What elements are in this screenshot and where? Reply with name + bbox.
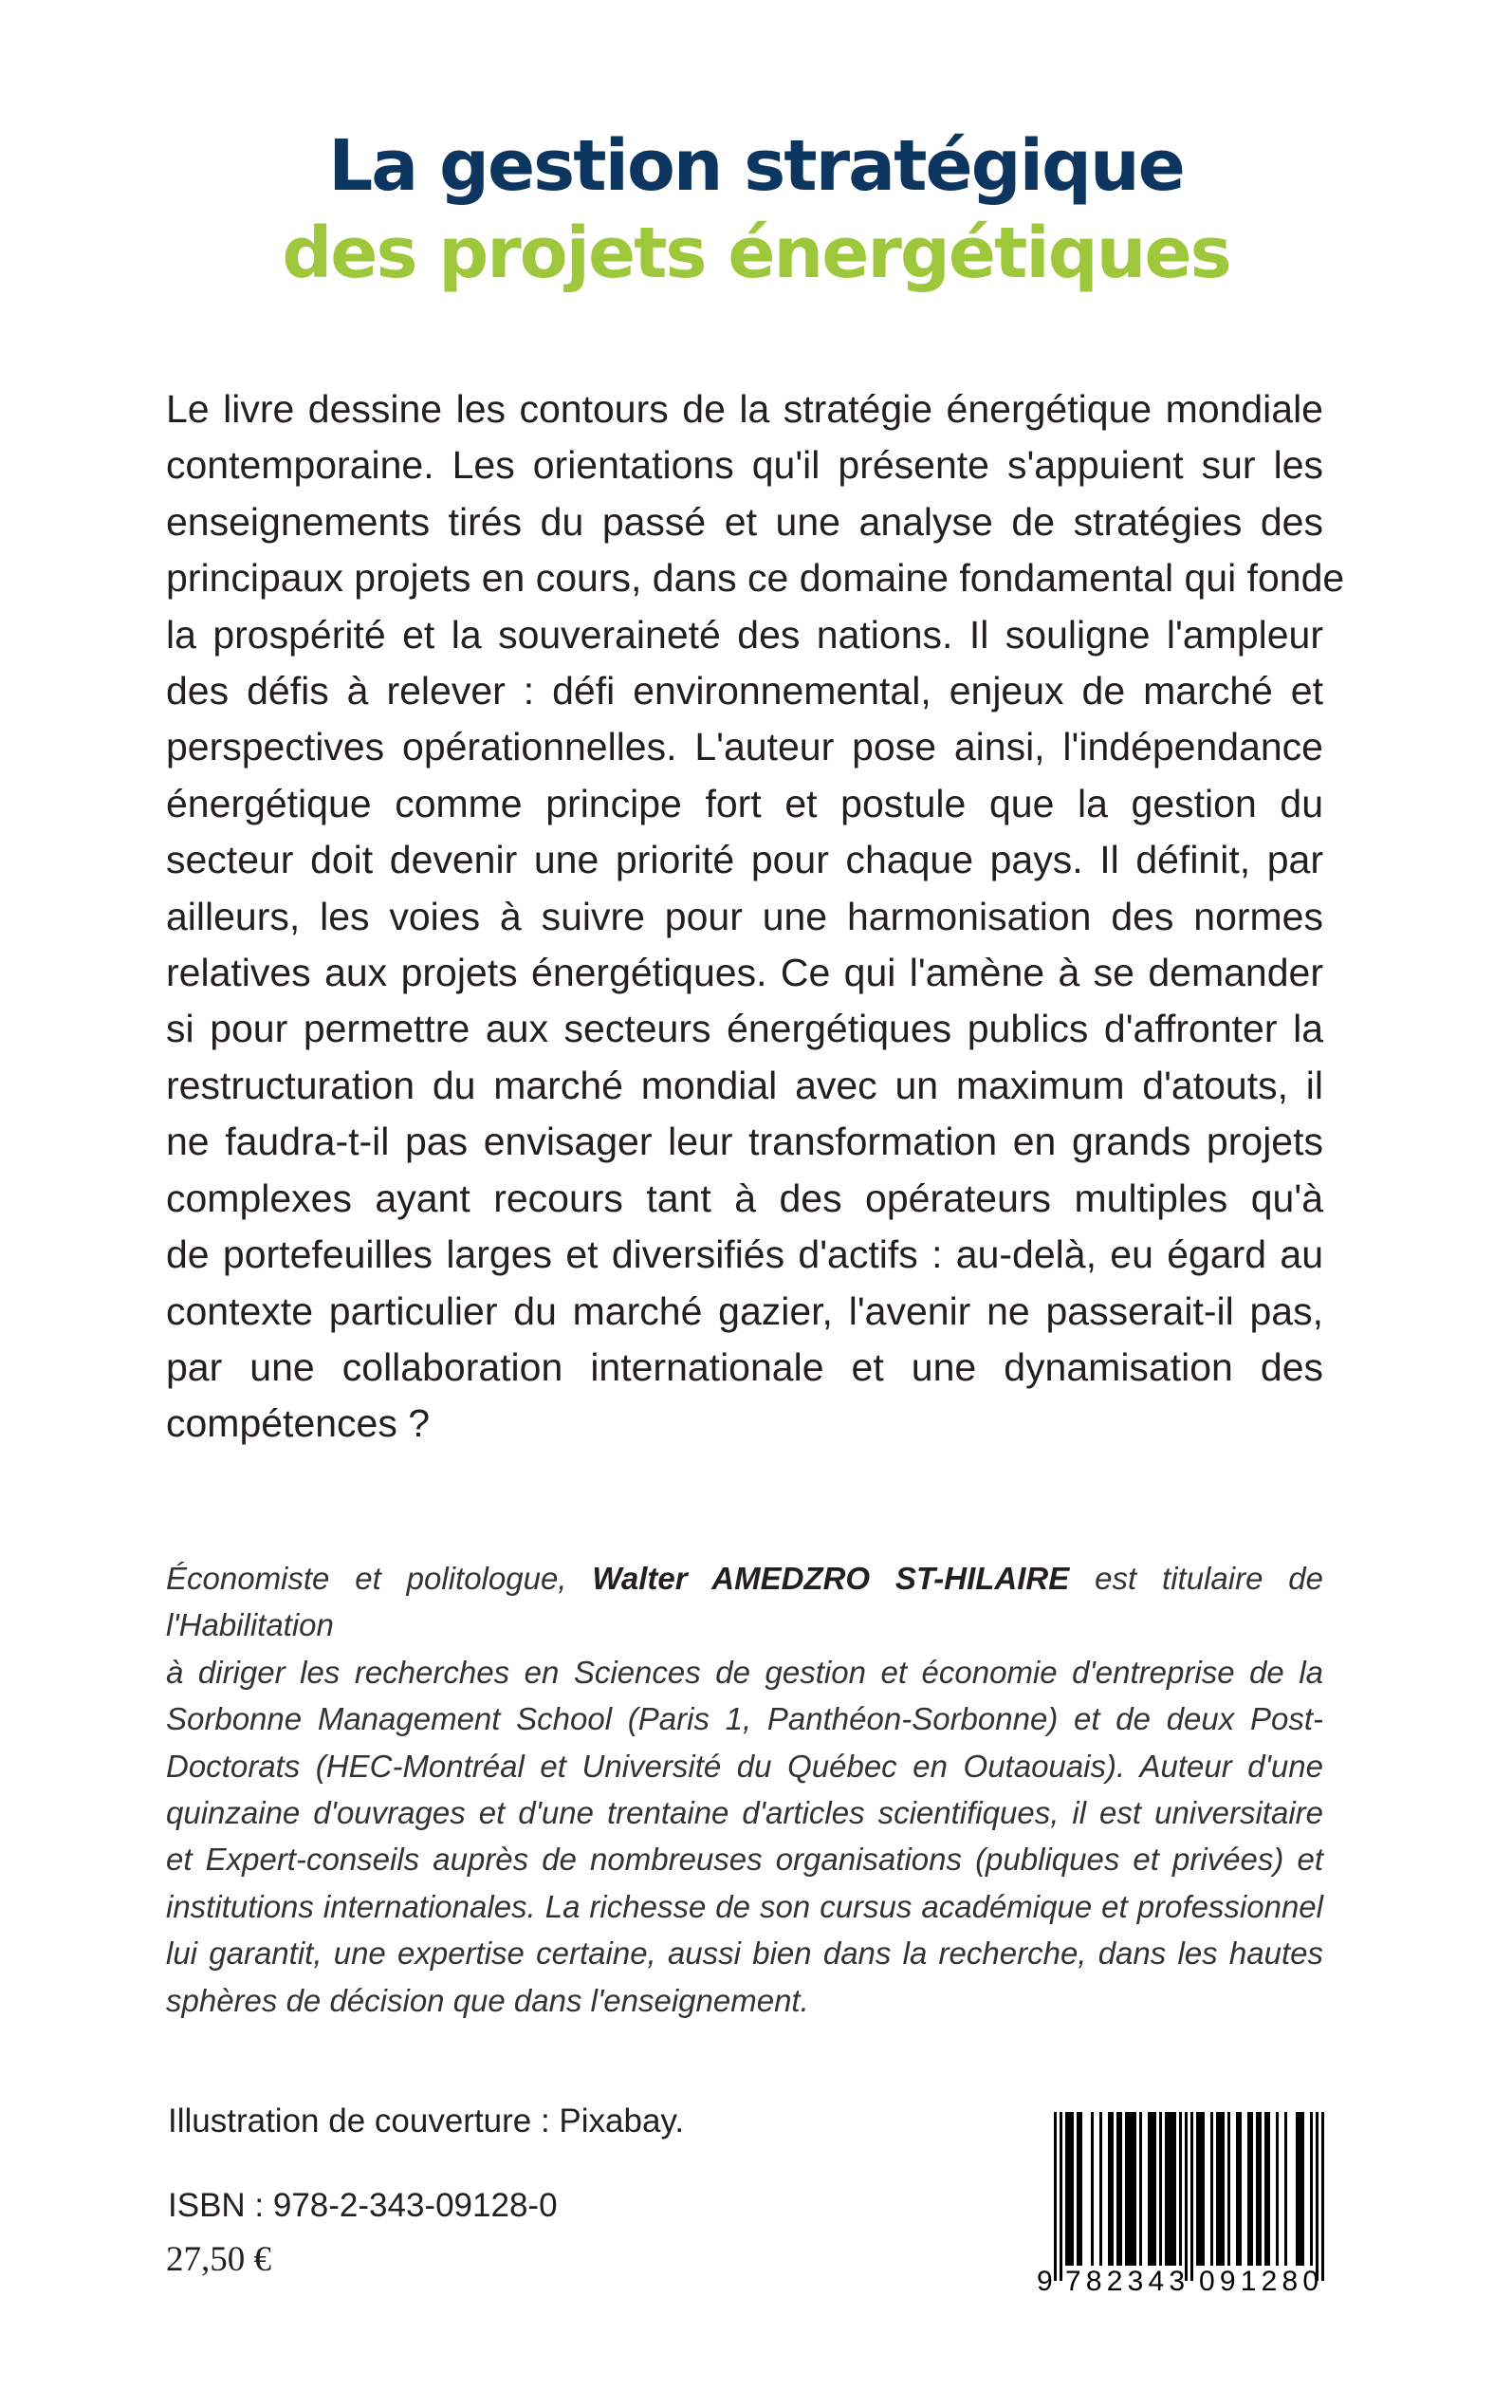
barcode-bar bbox=[1321, 2112, 1324, 2281]
barcode-bar bbox=[1068, 2112, 1071, 2266]
bio-line: institutions internationales. La richesse de son cursus académique et professionnel bbox=[166, 1888, 1323, 1924]
barcode-bar bbox=[1168, 2112, 1171, 2266]
barcode-bar bbox=[1060, 2112, 1062, 2281]
description-line: par une collaboration internationale et une dynamisation des bbox=[166, 1344, 1323, 1389]
bio-text: est titulaire de l'Habilitation bbox=[166, 1561, 1323, 1643]
description-line: contexte particulier du marché gazier, l'avenir ne passerait-il pas, bbox=[166, 1288, 1323, 1333]
isbn-barcode bbox=[1033, 2108, 1327, 2294]
description-line: secteur doit devenir une priorité pour chaque pays. Il définit, par bbox=[166, 838, 1323, 882]
barcode-bar bbox=[1134, 2112, 1136, 2266]
barcode-digits: 9 bbox=[1037, 2266, 1053, 2294]
description-line: des défis à relever : défi environnemental, enjeux de marché et bbox=[166, 669, 1323, 713]
barcode-bar bbox=[1299, 2112, 1301, 2266]
description-line: enseignements tirés du passé et une analyse de stratégies des bbox=[166, 499, 1323, 544]
barcode-bar bbox=[1259, 2112, 1262, 2266]
description-line: Le livre dessine les contours de la stratégie énergétique mondiale bbox=[166, 387, 1323, 431]
author-name: Walter AMEDZRO ST-HILAIRE bbox=[592, 1561, 1070, 1596]
bio-line: quinzaine d'ouvrages et d'une trentaine d'articles scientifiques, il est universitaire bbox=[166, 1795, 1323, 1831]
barcode-bar bbox=[1222, 2112, 1225, 2266]
description-line: principaux projets en cours, dans ce domaine fondamental qui fonde bbox=[166, 556, 1345, 601]
description-line: ailleurs, les voies à suivre pour une harmonisation des normes bbox=[166, 894, 1323, 938]
bio-line: sphères de décision que dans l'enseignement. bbox=[166, 1982, 809, 2018]
isbn: ISBN : 978-2-343-09128-0 bbox=[168, 2187, 558, 2224]
barcode-bar bbox=[1236, 2112, 1239, 2266]
barcode-bar bbox=[1219, 2112, 1222, 2266]
description-line: énergétique comme principe fort et postule que la gestion du bbox=[166, 781, 1323, 825]
illustration-credit: Illustration de couverture : Pixabay. bbox=[168, 2102, 685, 2139]
barcode-bar bbox=[1159, 2112, 1162, 2266]
barcode-bar bbox=[1079, 2112, 1082, 2266]
bio-line bbox=[166, 1555, 1323, 1649]
description-line: contemporaine. Les orientations qu'il présente s'appuient sur les bbox=[166, 443, 1323, 488]
description-line: de portefeuilles larges et diversifiés d'actifs : au-delà, eu égard au bbox=[166, 1232, 1323, 1277]
barcode-bar bbox=[1111, 2112, 1114, 2266]
bio-line: et Expert-conseils auprès de nombreuses organisations (publiques et privées) et bbox=[166, 1842, 1323, 1878]
barcode-bar bbox=[1153, 2112, 1156, 2266]
bio-line: à diriger les recherches en Sciences de gestion et économie d'entreprise de la bbox=[166, 1654, 1323, 1690]
barcode-bar bbox=[1316, 2112, 1318, 2281]
barcode-bar bbox=[1054, 2112, 1057, 2281]
barcode-bar bbox=[1128, 2112, 1131, 2266]
price: 27,50 € bbox=[166, 2240, 271, 2279]
barcode-bar bbox=[1091, 2112, 1094, 2266]
barcode-bar bbox=[1267, 2112, 1270, 2266]
barcode-bar bbox=[1148, 2112, 1151, 2266]
barcode-bar bbox=[1185, 2112, 1188, 2281]
barcode-bar bbox=[1131, 2112, 1134, 2266]
barcode-bar bbox=[1173, 2112, 1176, 2266]
barcode-bar bbox=[1256, 2112, 1259, 2266]
barcode-bar bbox=[1239, 2112, 1242, 2266]
book-description bbox=[166, 381, 1345, 1453]
barcode-digits: 782343 bbox=[1065, 2266, 1185, 2294]
barcode-bar bbox=[1216, 2112, 1219, 2266]
barcode-bar bbox=[1151, 2112, 1153, 2266]
barcode-bar bbox=[1276, 2112, 1279, 2266]
barcode-bar bbox=[1264, 2112, 1267, 2266]
barcode-bar bbox=[1296, 2112, 1299, 2266]
barcode-bar bbox=[1099, 2112, 1102, 2266]
bio-text: Économiste et politologue, bbox=[166, 1561, 593, 1596]
barcode-bar bbox=[1065, 2112, 1068, 2266]
description-line: restructuration du marché mondial avec un maximum d'atouts, il bbox=[166, 1063, 1323, 1107]
description-line: ne faudra-t-il pas envisager leur transformation en grands projets bbox=[166, 1120, 1323, 1164]
barcode-bar bbox=[1125, 2112, 1128, 2266]
barcode-bar bbox=[1179, 2112, 1182, 2266]
description-line: compétences ? bbox=[166, 1401, 431, 1446]
title-line-1: La gestion stratégique bbox=[328, 125, 1184, 207]
barcode-bar bbox=[1139, 2112, 1142, 2266]
description-line: relatives aux projets énergétiques. Ce qui l'amène à se demander bbox=[166, 951, 1323, 995]
bio-line: lui garantit, une expertise certaine, aussi bien dans la recherche, dans les hautes bbox=[166, 1936, 1323, 1972]
barcode-bar bbox=[1227, 2112, 1230, 2266]
barcode-bar bbox=[1284, 2112, 1287, 2266]
barcode-bar bbox=[1250, 2112, 1253, 2266]
bio-line: Doctorats (HEC-Montréal et Université du Québec en Outaouais). Auteur d'une bbox=[166, 1748, 1323, 1784]
barcode-bar bbox=[1196, 2112, 1199, 2266]
barcode-bar bbox=[1165, 2112, 1168, 2266]
author-bio bbox=[166, 1555, 1323, 2024]
description-line: si pour permettre aux secteurs énergétiques publics d'affronter la bbox=[166, 1007, 1323, 1051]
barcode-bar bbox=[1108, 2112, 1111, 2266]
barcode-bar bbox=[1119, 2112, 1122, 2266]
barcode-bar bbox=[1077, 2112, 1079, 2266]
barcode-bar bbox=[1190, 2112, 1193, 2281]
barcode-bar bbox=[1199, 2112, 1202, 2266]
barcode-bar bbox=[1247, 2112, 1250, 2266]
barcode-bar bbox=[1301, 2112, 1304, 2266]
bio-line: Sorbonne Management School (Paris 1, Panthéon-Sorbonne) et de deux Post- bbox=[166, 1701, 1323, 1737]
barcode-bar bbox=[1116, 2112, 1119, 2266]
barcode-bar bbox=[1202, 2112, 1205, 2266]
description-line: la prospérité et la souveraineté des nations. Il souligne l'ampleur bbox=[166, 612, 1323, 657]
description-line: perspectives opérationnelles. L'auteur pose ainsi, l'indépendance bbox=[166, 725, 1323, 769]
barcode-bar bbox=[1071, 2112, 1074, 2266]
barcode-bar bbox=[1210, 2112, 1213, 2266]
barcode-digits: 091280 bbox=[1199, 2266, 1318, 2294]
description-line: complexes ayant recours tant à des opérateurs multiples qu'à bbox=[166, 1176, 1323, 1220]
title-line-2: des projets énergétiques bbox=[282, 213, 1230, 294]
barcode-bar bbox=[1171, 2112, 1173, 2266]
barcode-bar bbox=[1310, 2112, 1313, 2266]
